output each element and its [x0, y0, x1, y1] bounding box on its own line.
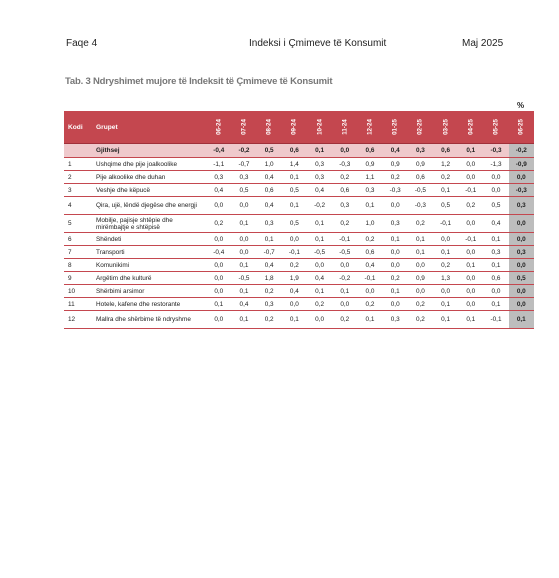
row-group-label: Argëtim dhe kulturë	[92, 272, 206, 285]
row-value: 0,0	[206, 311, 231, 329]
row-value: -0,5	[332, 246, 357, 259]
header-month	[206, 111, 231, 144]
row-value: -0,4	[206, 246, 231, 259]
row-value: 0,4	[357, 259, 382, 272]
row-value: -0,5	[307, 246, 332, 259]
row-value: 0,0	[383, 197, 408, 215]
row-value: 0,5	[483, 197, 508, 215]
total-row	[64, 144, 534, 158]
row-value: 0,4	[483, 215, 508, 233]
row-group-label: Mobilje, pajisje shtëpie dhe mirëmbajtje e shtëpisë	[92, 215, 206, 233]
header-month	[383, 111, 408, 144]
row-code: 2	[64, 171, 92, 184]
row-value: 0,0	[231, 246, 256, 259]
row-value: 1,0	[257, 158, 282, 171]
row-value: -0,3	[408, 197, 433, 215]
row-value: 0,6	[257, 184, 282, 197]
row-value: 1,2	[433, 158, 458, 171]
header-month	[257, 111, 282, 144]
row-value: 0,1	[257, 233, 282, 246]
row-value: 0,2	[383, 272, 408, 285]
row-value: 0,2	[357, 298, 382, 311]
table-row	[64, 233, 534, 246]
row-value: -0,1	[357, 272, 382, 285]
row-value: 0,0	[458, 158, 483, 171]
row-code: 3	[64, 184, 92, 197]
row-code: 10	[64, 285, 92, 298]
header-month-label: 06-24	[215, 119, 223, 135]
row-value: 0,1	[433, 311, 458, 329]
row-value: 0,0	[458, 246, 483, 259]
row-value: 0,9	[383, 158, 408, 171]
row-group-label: Shëndeti	[92, 233, 206, 246]
row-value: 0,1	[458, 144, 483, 158]
row-value: 0,1	[307, 233, 332, 246]
row-code: 5	[64, 215, 92, 233]
row-value: 0,1	[383, 233, 408, 246]
row-value: -0,1	[282, 246, 307, 259]
row-value: 0,4	[383, 144, 408, 158]
row-value: 0,0	[206, 259, 231, 272]
table-row	[64, 184, 534, 197]
row-code: 9	[64, 272, 92, 285]
row-code: 7	[64, 246, 92, 259]
row-value: 0,2	[408, 311, 433, 329]
row-value: 0,1	[357, 311, 382, 329]
row-value: 0,0	[357, 285, 382, 298]
row-value: 0,0	[332, 298, 357, 311]
row-value: -0,5	[231, 272, 256, 285]
row-value: -0,7	[231, 158, 256, 171]
row-value: -1,3	[483, 158, 508, 171]
header-month-label: 05-25	[492, 119, 500, 135]
row-group-label: Gjithsej	[92, 144, 206, 158]
row-value: 0,9	[408, 272, 433, 285]
table-row	[64, 298, 534, 311]
row-value: 0,0	[282, 233, 307, 246]
row-value: -0,3	[332, 158, 357, 171]
row-value: 0,0	[483, 171, 508, 184]
row-value: 0,0	[509, 298, 534, 311]
header-month	[307, 111, 332, 144]
row-value: 0,1	[307, 285, 332, 298]
row-value: -0,5	[408, 184, 433, 197]
row-group-label: Shërbimi arsimor	[92, 285, 206, 298]
row-value: -0,4	[206, 144, 231, 158]
row-value: 0,1	[408, 233, 433, 246]
header-month-label: 11-24	[341, 119, 349, 135]
row-value: -0,2	[231, 144, 256, 158]
row-value: 0,5	[282, 215, 307, 233]
row-value: 0,0	[206, 197, 231, 215]
row-value: 0,2	[357, 233, 382, 246]
row-value: -0,7	[257, 246, 282, 259]
row-value: 0,0	[458, 215, 483, 233]
row-code: 4	[64, 197, 92, 215]
row-code: 6	[64, 233, 92, 246]
row-value: 0,6	[408, 171, 433, 184]
row-value: 0,0	[509, 285, 534, 298]
row-value: 0,2	[307, 298, 332, 311]
row-value: -0,1	[458, 184, 483, 197]
row-group-label: Transporti	[92, 246, 206, 259]
row-value: 0,2	[332, 215, 357, 233]
header-month-label: 12-24	[366, 119, 374, 135]
row-value: 0,2	[257, 285, 282, 298]
row-value: 0,0	[509, 215, 534, 233]
header-month-label: 08-24	[265, 119, 273, 135]
row-value: 0,3	[483, 246, 508, 259]
header-month-label: 07-24	[240, 119, 248, 135]
row-group-label: Hotele, kafene dhe restorante	[92, 298, 206, 311]
row-code: 12	[64, 311, 92, 329]
row-value: 0,1	[282, 311, 307, 329]
row-value: 1,4	[282, 158, 307, 171]
header-month	[483, 111, 508, 144]
row-value: 0,1	[307, 215, 332, 233]
row-value: 0,2	[332, 171, 357, 184]
header-month-label: 04-25	[467, 119, 475, 135]
row-value: 0,4	[307, 184, 332, 197]
row-value: 0,0	[307, 259, 332, 272]
row-value: 0,0	[458, 272, 483, 285]
row-value: 0,2	[282, 259, 307, 272]
row-value: 0,3	[257, 298, 282, 311]
row-value: 0,0	[458, 171, 483, 184]
row-value: 0,0	[231, 233, 256, 246]
row-value: 0,1	[483, 298, 508, 311]
table-row	[64, 311, 534, 329]
row-value: -0,9	[509, 158, 534, 171]
header-month-label: 10-24	[316, 119, 324, 135]
document-date: Maj 2025	[462, 38, 504, 49]
header-month-label: 09-24	[290, 119, 298, 135]
unit-label: %	[517, 101, 525, 110]
row-value: 0,0	[231, 197, 256, 215]
row-value: -0,2	[307, 197, 332, 215]
row-value: 0,2	[433, 259, 458, 272]
row-value: 0,1	[509, 311, 534, 329]
row-value: 0,1	[282, 171, 307, 184]
row-value: 0,1	[231, 259, 256, 272]
row-value: 0,9	[408, 158, 433, 171]
row-value: 0,0	[433, 285, 458, 298]
header-month	[357, 111, 382, 144]
row-value: 0,0	[483, 184, 508, 197]
row-value: 0,0	[282, 298, 307, 311]
row-value: 0,5	[231, 184, 256, 197]
table-row	[64, 197, 534, 215]
row-value: 0,1	[282, 197, 307, 215]
row-value: -0,1	[433, 215, 458, 233]
row-value: 0,4	[231, 298, 256, 311]
header-month	[231, 111, 256, 144]
row-value: 0,2	[433, 171, 458, 184]
row-value: 0,3	[383, 215, 408, 233]
table-row	[64, 272, 534, 285]
row-value: 0,3	[307, 171, 332, 184]
row-value: 0,1	[231, 285, 256, 298]
header-month-label: 03-25	[442, 119, 450, 135]
table-row	[64, 259, 534, 272]
row-value: 0,3	[257, 215, 282, 233]
row-value: 1,0	[357, 215, 382, 233]
table-row	[64, 215, 534, 233]
row-value: 0,1	[458, 311, 483, 329]
row-value: 0,0	[509, 259, 534, 272]
row-value: 0,0	[332, 259, 357, 272]
table-row	[64, 285, 534, 298]
row-value: 0,0	[332, 144, 357, 158]
row-value: 0,5	[509, 272, 534, 285]
header-month	[458, 111, 483, 144]
row-group-label: Komunikimi	[92, 259, 206, 272]
row-value: 0,3	[231, 171, 256, 184]
document-title: Indeksi i Çmimeve të Konsumit	[249, 38, 387, 49]
row-value: 0,6	[282, 144, 307, 158]
row-value: 0,0	[408, 259, 433, 272]
row-value: 0,1	[458, 259, 483, 272]
row-value: 0,1	[483, 259, 508, 272]
row-value: 0,6	[332, 184, 357, 197]
row-value: 1,1	[357, 171, 382, 184]
row-value: 0,2	[383, 171, 408, 184]
row-value: 0,3	[357, 184, 382, 197]
row-value: 0,1	[231, 215, 256, 233]
row-value: 0,6	[433, 144, 458, 158]
table-row	[64, 158, 534, 171]
row-value: -0,3	[509, 184, 534, 197]
row-value: 0,0	[307, 311, 332, 329]
row-value: -0,3	[383, 184, 408, 197]
row-value: -0,1	[332, 233, 357, 246]
row-value: 0,3	[509, 246, 534, 259]
header-month	[509, 111, 534, 144]
table-row	[64, 246, 534, 259]
row-value: 0,0	[206, 285, 231, 298]
row-code: 1	[64, 158, 92, 171]
row-value: 0,3	[408, 144, 433, 158]
row-value: 0,4	[206, 184, 231, 197]
row-value: -1,1	[206, 158, 231, 171]
row-value: 0,2	[408, 215, 433, 233]
row-value: 1,8	[257, 272, 282, 285]
row-code: 8	[64, 259, 92, 272]
row-group-label: Veshje dhe këpucë	[92, 184, 206, 197]
row-value: 0,4	[282, 285, 307, 298]
row-value: -0,2	[509, 144, 534, 158]
row-value: 0,3	[383, 311, 408, 329]
row-value: 0,1	[433, 184, 458, 197]
table-header-row	[64, 111, 534, 144]
row-value: 0,3	[206, 171, 231, 184]
row-value: 0,4	[257, 171, 282, 184]
header-month	[408, 111, 433, 144]
row-value: 0,5	[433, 197, 458, 215]
row-value: 0,4	[257, 197, 282, 215]
row-value: 0,0	[383, 298, 408, 311]
row-group-label: Pije alkoolike dhe duhan	[92, 171, 206, 184]
header-code: Kodi	[64, 111, 92, 144]
row-group-label: Ushqime dhe pije joalkoolike	[92, 158, 206, 171]
row-value: 0,0	[458, 285, 483, 298]
row-value: 0,5	[282, 184, 307, 197]
row-value: 0,0	[408, 285, 433, 298]
row-value: 0,1	[231, 311, 256, 329]
row-value: 0,0	[383, 246, 408, 259]
table-caption: Tab. 3 Ndryshimet mujore të Indeksit të Çmimeve të Konsumit	[65, 76, 333, 87]
header-month-label: 06-25	[517, 119, 525, 135]
row-value: -0,1	[483, 311, 508, 329]
row-value: 0,1	[483, 233, 508, 246]
row-group-label: Qira, ujë, lëndë djegëse dhe energji	[92, 197, 206, 215]
row-value: 0,0	[509, 171, 534, 184]
row-value: 0,6	[357, 246, 382, 259]
row-value: 0,1	[307, 144, 332, 158]
header-month	[332, 111, 357, 144]
row-value: 0,3	[307, 158, 332, 171]
row-value: 0,4	[257, 259, 282, 272]
row-value: 0,1	[383, 285, 408, 298]
header-month	[433, 111, 458, 144]
row-value: 0,0	[483, 285, 508, 298]
row-value: 0,1	[206, 298, 231, 311]
header-month	[282, 111, 307, 144]
row-value: 0,0	[383, 259, 408, 272]
row-value: 0,6	[483, 272, 508, 285]
row-value: -0,1	[458, 233, 483, 246]
row-value: 0,2	[332, 311, 357, 329]
page-number: Faqe 4	[66, 38, 98, 49]
row-value: 1,3	[433, 272, 458, 285]
cpi-monthly-changes-table	[64, 111, 534, 329]
row-value: 0,2	[257, 311, 282, 329]
row-value: 0,0	[458, 298, 483, 311]
row-value: 0,1	[433, 246, 458, 259]
header-month-label: 01-25	[391, 119, 399, 135]
row-value: 0,5	[257, 144, 282, 158]
row-value: 0,2	[206, 215, 231, 233]
row-value: 0,2	[458, 197, 483, 215]
row-value: 0,9	[357, 158, 382, 171]
row-value: -0,2	[332, 272, 357, 285]
row-value: 0,0	[206, 233, 231, 246]
row-value: 0,0	[509, 233, 534, 246]
row-group-label: Mallra dhe shërbime të ndryshme	[92, 311, 206, 329]
row-value: 0,6	[357, 144, 382, 158]
row-code: 11	[64, 298, 92, 311]
row-value: 0,3	[509, 197, 534, 215]
header-month-label: 02-25	[416, 119, 424, 135]
row-value: 0,1	[332, 285, 357, 298]
row-value: 0,4	[307, 272, 332, 285]
row-value: 1,9	[282, 272, 307, 285]
header-group: Grupet	[92, 111, 206, 144]
row-value: 0,3	[332, 197, 357, 215]
row-value: 0,0	[206, 272, 231, 285]
row-value: 0,1	[433, 298, 458, 311]
row-value: 0,0	[433, 233, 458, 246]
table-row	[64, 171, 534, 184]
row-value: 0,1	[408, 246, 433, 259]
row-value: 0,1	[357, 197, 382, 215]
row-value: -0,3	[483, 144, 508, 158]
row-value: 0,2	[408, 298, 433, 311]
row-code	[64, 144, 92, 158]
